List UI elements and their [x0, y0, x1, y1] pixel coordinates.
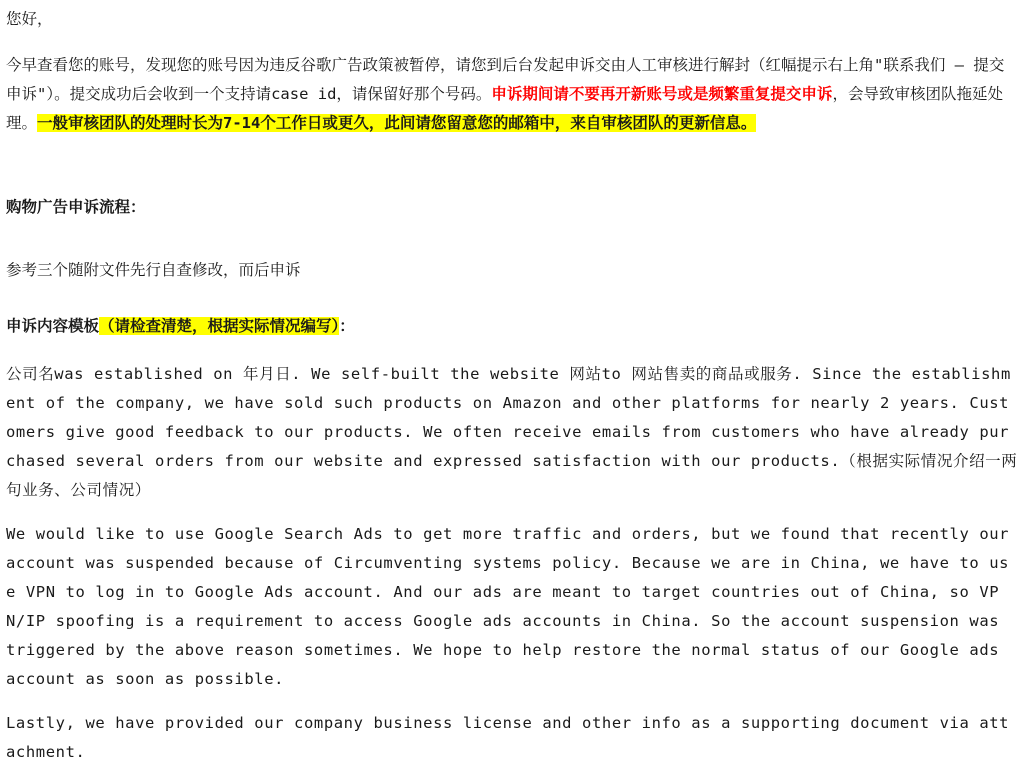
greeting — [6, 5, 53, 34]
template-heading — [6, 312, 355, 341]
warning-text: 申诉期间请不要再开新账号或是频繁重复提交申诉 — [491, 85, 833, 103]
intro-paragraph — [6, 51, 1018, 138]
template-paragraph-suspension-text: We would like to use Google Search Ads to get more traffic and orders, but we found that recently our account was suspended because of Circumventing systems policy. Because we are in China, we have to use VPN to log in to Google Ads account. And our ads are meant to target countries out of China, so VPN/IP spoofing is a requirement to access Google ads accounts in China. So the account suspension was triggered by the above reason sometimes. We hope to help restore the normal status of our Google ads account as soon as possible. — [6, 525, 1010, 688]
template-paragraph-attachment-text: Lastly, we have provided our company business license and other info as a supporting document via attachment. — [6, 714, 1010, 761]
greeting-text: 您好， — [6, 10, 53, 28]
process-heading-text: 购物广告申诉流程： — [6, 198, 146, 216]
process-heading — [6, 193, 146, 222]
template-paragraph-suspension — [6, 520, 1018, 694]
reference-text: 参考三个随附文件先行自查修改，而后申诉 — [6, 261, 301, 279]
processing-time-highlight: 一般审核团队的处理时长为7-14个工作日或更久，此间请您留意您的邮箱中，来自审核团队的更新信息。 — [37, 114, 757, 132]
reference-paragraph — [6, 256, 301, 285]
template-heading-label: 申诉内容模板 — [6, 317, 100, 335]
template-paragraph-company — [6, 360, 1018, 505]
intro-text: 今早查看您的账号，发现您的账号因为违反谷歌广告政策被暂停，请您到后台发起申诉交由人工审核进行解封（红幅提示右上角"联系我们 — 提交申诉"）。提交成功后会收到一个支持请case id，请保留好那个号码。 — [6, 56, 1005, 103]
template-heading-note: （请检查清楚，根据实际情况编写） — [99, 317, 340, 335]
template-paragraph-company-text: 公司名was established on 年月日. We self-built the website 网站to 网站售卖的商品或服务. Since the establishment of the company, we have sold such products on Amazon and other platforms for nearly 2 years. Customers give good feedback to our products. We often receive emails from customers who have already purchased several orders from our website and expressed satisfaction with our products.（根据实际情况介绍一两句业务、公司情况） — [6, 365, 1018, 499]
template-paragraph-attachment — [6, 709, 1018, 767]
template-heading-colon: ： — [339, 317, 355, 335]
intro-text-continued: ，会导致审核团队拖延处理。 — [6, 85, 1003, 132]
